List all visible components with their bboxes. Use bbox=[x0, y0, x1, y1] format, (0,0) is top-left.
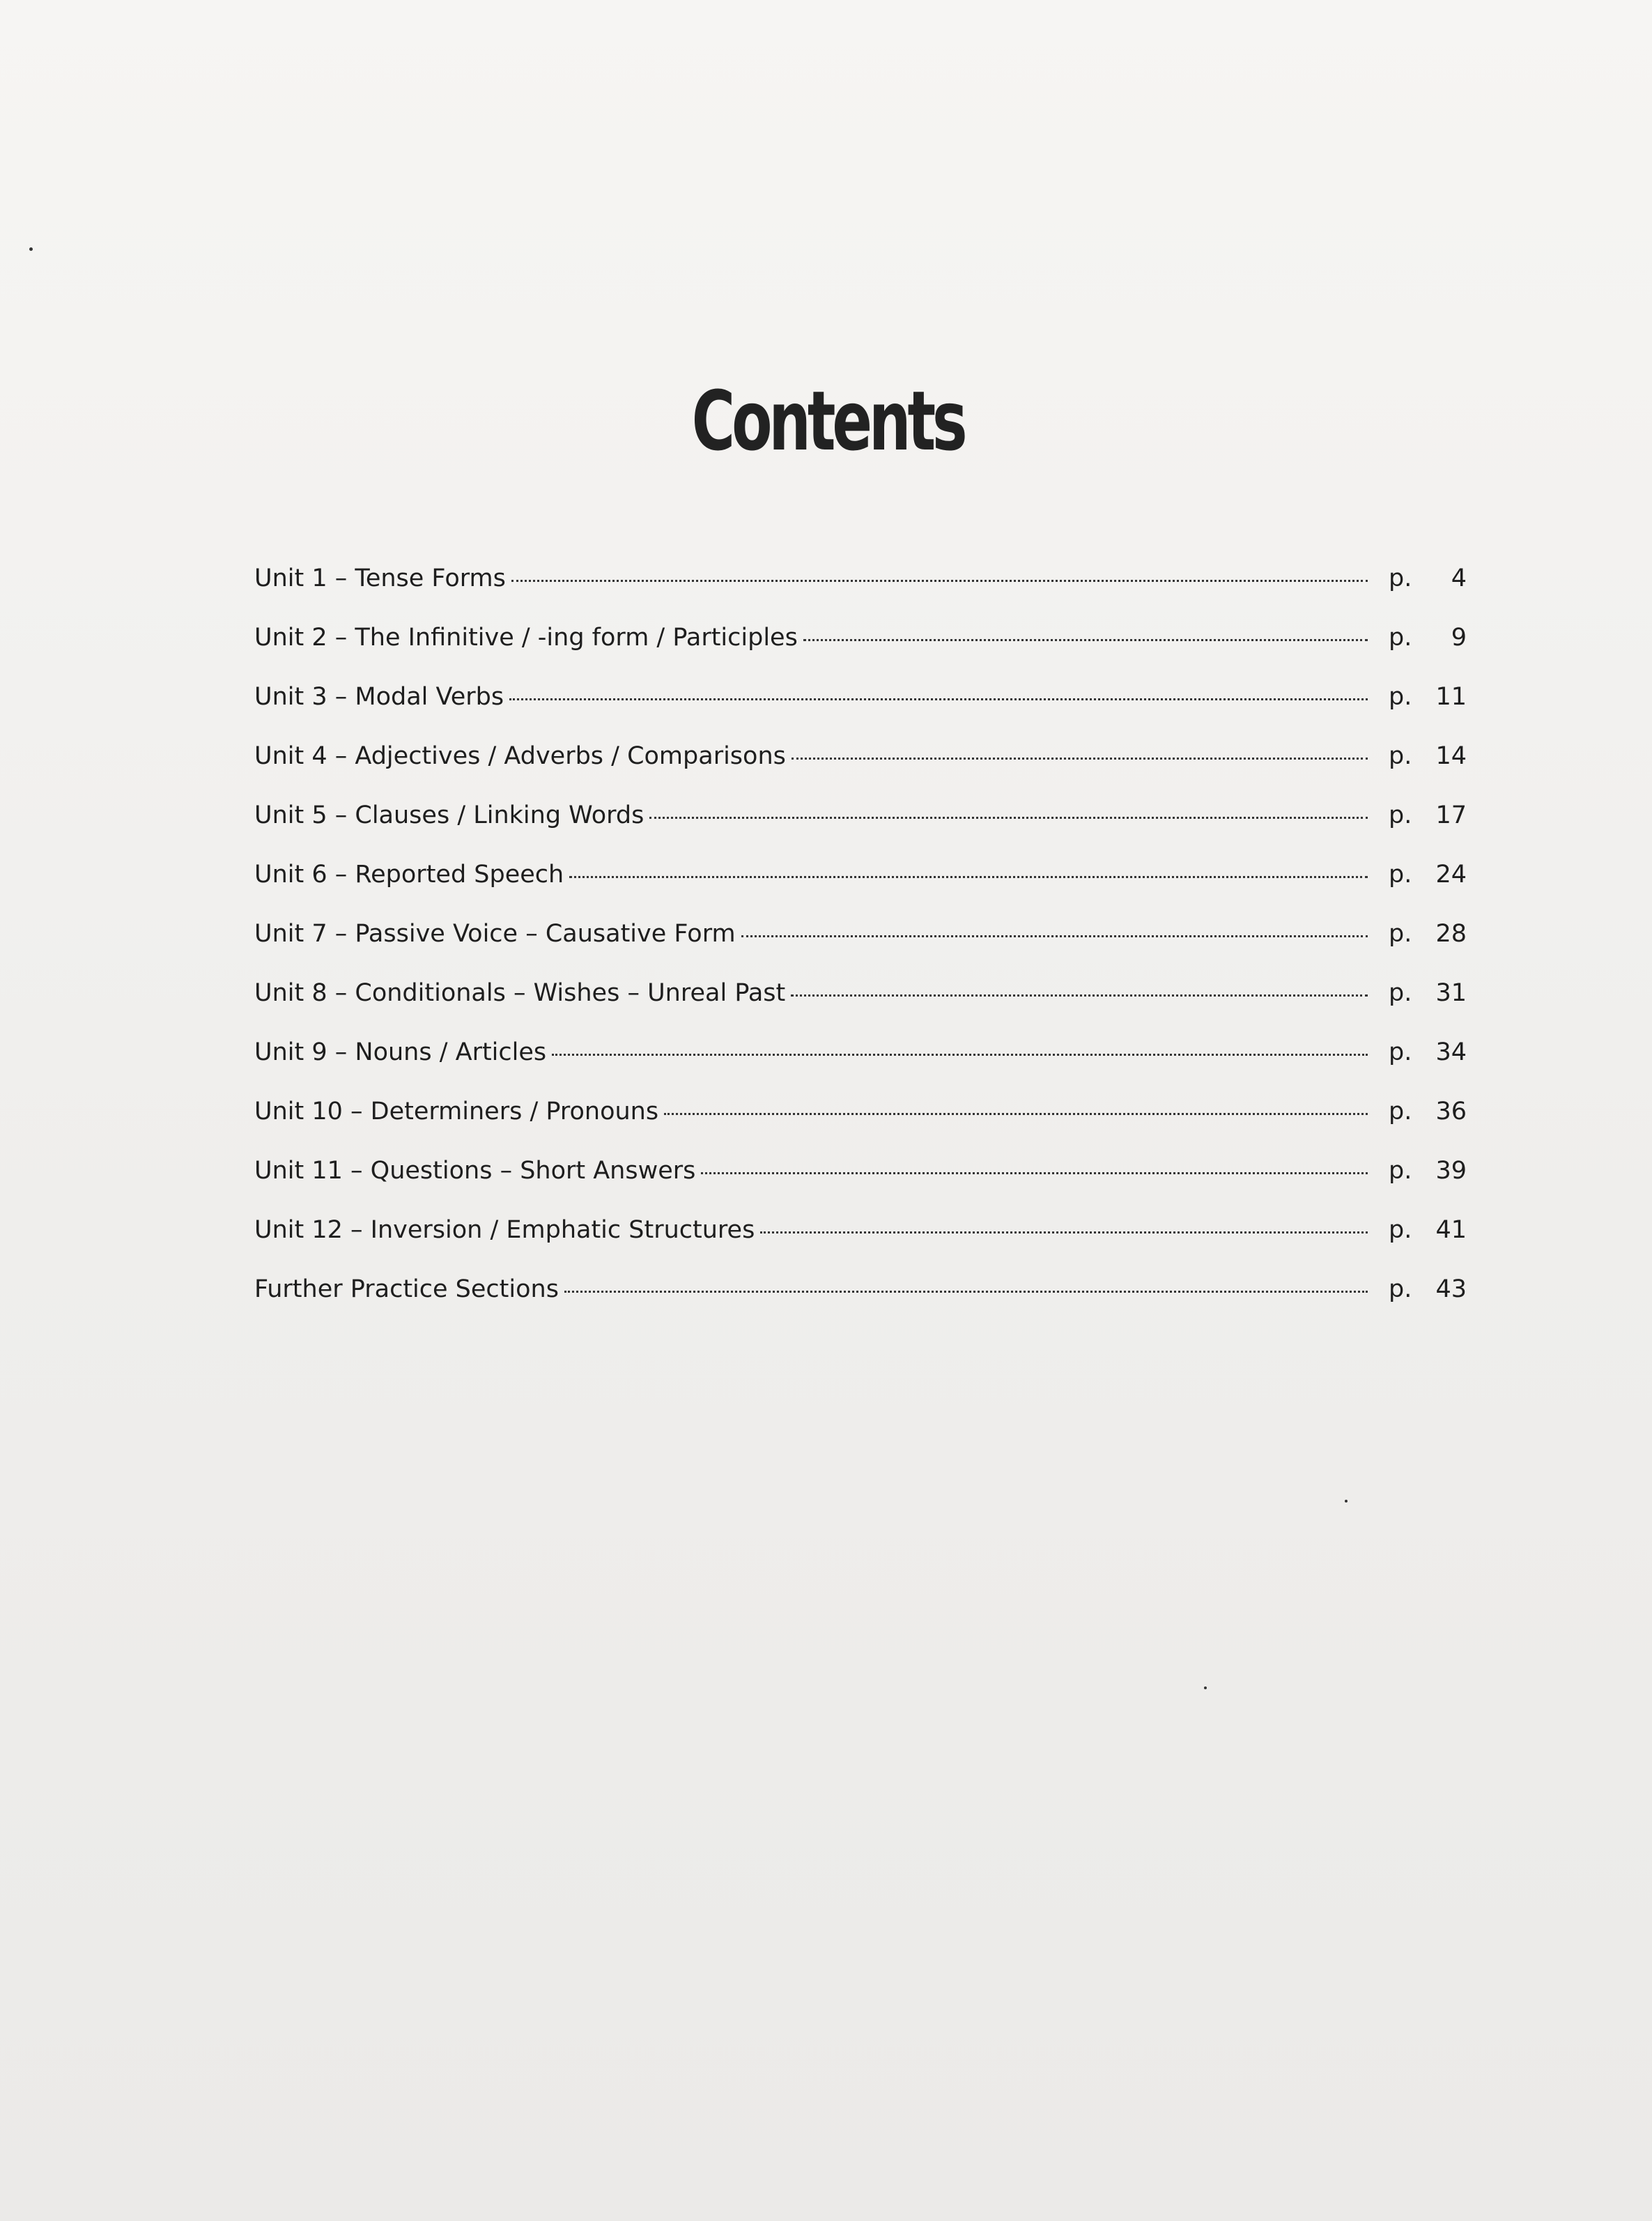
page-prefix: p. bbox=[1389, 801, 1412, 829]
dot-leader bbox=[564, 1291, 1368, 1293]
toc-entry-page: 43 bbox=[1435, 1275, 1467, 1303]
toc-entry-page: 39 bbox=[1435, 1157, 1467, 1185]
page-prefix: p. bbox=[1389, 1157, 1412, 1185]
page-prefix: p. bbox=[1389, 564, 1412, 592]
page-prefix: p. bbox=[1389, 920, 1412, 948]
dot-leader bbox=[552, 1054, 1368, 1056]
page-prefix: p. bbox=[1389, 742, 1412, 770]
toc-entry bbox=[254, 1157, 1467, 1216]
toc-entry-page: 34 bbox=[1435, 1038, 1467, 1066]
toc-entry-label: Unit 7 – Passive Voice – Causative Form bbox=[254, 920, 736, 948]
toc-entry bbox=[254, 742, 1467, 801]
toc-entry-label: Unit 10 – Determiners / Pronouns bbox=[254, 1098, 659, 1125]
toc-entry-label: Unit 3 – Modal Verbs bbox=[254, 683, 504, 711]
toc-entry-label: Unit 4 – Adjectives / Adverbs / Comparisons bbox=[254, 742, 786, 770]
page-prefix: p. bbox=[1389, 1098, 1412, 1125]
toc-entry-page: 24 bbox=[1435, 861, 1467, 889]
scan-speck bbox=[1204, 1686, 1207, 1689]
toc-entry bbox=[254, 861, 1467, 920]
toc-entry-page: 14 bbox=[1435, 742, 1467, 770]
toc-entry-label: Unit 6 – Reported Speech bbox=[254, 861, 564, 889]
toc-entry-page: 36 bbox=[1435, 1098, 1467, 1125]
toc-entry bbox=[254, 624, 1467, 683]
page-prefix: p. bbox=[1389, 1038, 1412, 1066]
dot-leader bbox=[509, 698, 1368, 700]
dot-leader bbox=[511, 580, 1368, 582]
toc-entry-label: Unit 1 – Tense Forms bbox=[254, 564, 506, 592]
toc-entry-page: 41 bbox=[1435, 1216, 1467, 1244]
dot-leader bbox=[701, 1172, 1368, 1174]
scan-speck bbox=[29, 247, 33, 251]
toc-entry-label: Unit 11 – Questions – Short Answers bbox=[254, 1157, 696, 1185]
toc-entry-label: Unit 12 – Inversion / Emphatic Structures bbox=[254, 1216, 755, 1244]
toc-entry bbox=[254, 1098, 1467, 1157]
toc-entry-page: 9 bbox=[1451, 624, 1467, 652]
toc-entry-page: 17 bbox=[1435, 801, 1467, 829]
page-prefix: p. bbox=[1389, 861, 1412, 889]
toc-entry bbox=[254, 1275, 1467, 1335]
toc-entry-page: 28 bbox=[1435, 920, 1467, 948]
page-prefix: p. bbox=[1389, 683, 1412, 711]
toc-entry bbox=[254, 801, 1467, 861]
toc-entry-label: Unit 2 – The Infinitive / -ing form / Participles bbox=[254, 624, 798, 652]
page-prefix: p. bbox=[1389, 979, 1412, 1007]
toc-entry-label: Further Practice Sections bbox=[254, 1275, 559, 1303]
dot-leader bbox=[791, 994, 1368, 997]
toc-entry-label: Unit 5 – Clauses / Linking Words bbox=[254, 801, 644, 829]
page-title: Contents bbox=[691, 373, 964, 469]
scan-speck bbox=[1345, 1500, 1348, 1503]
toc-entry-page: 11 bbox=[1435, 683, 1467, 711]
dot-leader bbox=[741, 935, 1368, 937]
page-prefix: p. bbox=[1389, 624, 1412, 652]
page-prefix: p. bbox=[1389, 1216, 1412, 1244]
dot-leader bbox=[664, 1113, 1368, 1115]
toc-entry bbox=[254, 979, 1467, 1038]
dot-leader bbox=[760, 1231, 1368, 1234]
toc-entry bbox=[254, 683, 1467, 742]
dot-leader bbox=[649, 817, 1368, 819]
dot-leader bbox=[792, 758, 1368, 760]
table-of-contents bbox=[254, 564, 1467, 1335]
page-prefix: p. bbox=[1389, 1275, 1412, 1303]
toc-entry bbox=[254, 920, 1467, 979]
toc-entry bbox=[254, 1216, 1467, 1275]
toc-entry-page: 4 bbox=[1451, 564, 1467, 592]
toc-entry-page: 31 bbox=[1435, 979, 1467, 1007]
toc-entry-label: Unit 9 – Nouns / Articles bbox=[254, 1038, 547, 1066]
toc-entry bbox=[254, 1038, 1467, 1098]
dot-leader bbox=[569, 876, 1368, 878]
toc-entry-label: Unit 8 – Conditionals – Wishes – Unreal Past bbox=[254, 979, 786, 1007]
dot-leader bbox=[803, 639, 1368, 641]
toc-entry bbox=[254, 564, 1467, 624]
